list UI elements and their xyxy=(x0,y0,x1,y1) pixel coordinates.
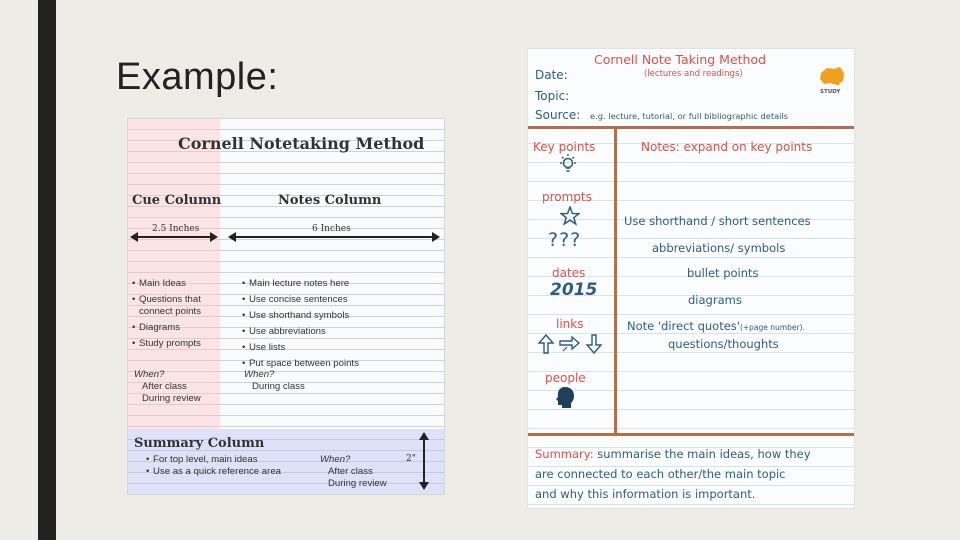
summary-line xyxy=(535,447,811,461)
when-line: After class xyxy=(142,381,187,392)
notes-items-list xyxy=(242,278,432,374)
year-text: 2015 xyxy=(550,280,598,300)
notes-column-heading: Notes Column xyxy=(278,193,382,208)
lightbulb-icon xyxy=(558,153,578,175)
summary-line: and why this information is important. xyxy=(535,487,756,501)
notes-heading: Notes: expand on key points xyxy=(641,140,813,154)
cue-when-block xyxy=(134,369,201,405)
notes-when-block xyxy=(244,369,305,393)
when-line: During review xyxy=(328,478,387,489)
question-marks: ??? xyxy=(548,229,582,251)
right-figure-title: Cornell Note Taking Method xyxy=(594,52,767,67)
list-item: • Main Ideas xyxy=(132,278,218,290)
summary-height-label: 2" xyxy=(406,454,416,464)
link-arrows-icon xyxy=(536,333,604,355)
quote-suffix: (+page number). xyxy=(739,323,805,332)
list-item: • For top level, main ideas xyxy=(146,454,316,466)
list-item: • Use abbreviations xyxy=(242,326,432,338)
quote-prefix: Note 'direct quotes' xyxy=(627,319,740,333)
list-item: • Diagrams xyxy=(132,322,218,334)
when-line: During review xyxy=(142,393,201,404)
cue-width-label: 2.5 Inches xyxy=(152,224,200,234)
key-points-label: Key points xyxy=(533,140,596,154)
links-label: links xyxy=(556,317,584,331)
cornell-diagram-right xyxy=(527,48,855,509)
summary-line: are connected to each other/the main topic xyxy=(535,467,786,481)
summary-rule xyxy=(528,433,854,436)
date-label: Date: xyxy=(535,68,568,82)
source-hint: e.g. lecture, tutorial, or full bibliographic details xyxy=(590,111,789,121)
list-item: • Put space between points xyxy=(242,358,432,370)
summary-column-heading: Summary Column xyxy=(134,436,265,451)
list-item: • Main lecture notes here xyxy=(242,278,432,290)
list-item: • Study prompts xyxy=(132,338,218,350)
topic-label: Topic: xyxy=(535,89,570,103)
logo-text: STUDY xyxy=(820,89,841,95)
summary-label: Summary: xyxy=(535,447,594,461)
quote-line xyxy=(627,315,805,334)
source-label: Source: xyxy=(535,108,581,122)
when-label: When? xyxy=(134,369,165,380)
header-rule xyxy=(528,126,854,129)
column-rule xyxy=(614,129,617,433)
summary-text: summarise the main ideas, how they xyxy=(597,447,811,461)
when-line: During class xyxy=(252,381,305,392)
questions-line: questions/thoughts xyxy=(668,337,779,351)
dates-label: dates xyxy=(552,266,586,280)
notes-line: Use shorthand / short sentences xyxy=(624,214,811,228)
notes-line: abbreviations/ symbols xyxy=(652,241,786,255)
when-line: After class xyxy=(328,466,373,477)
slide-title: Example: xyxy=(116,56,279,98)
when-label: When? xyxy=(320,454,351,465)
list-item: • Use as a quick reference area xyxy=(146,466,316,478)
notes-width-label: 6 Inches xyxy=(312,224,351,234)
summary-height-arrow xyxy=(416,431,432,491)
summary-items-list xyxy=(146,454,316,478)
right-figure-subtitle: (lectures and readings) xyxy=(644,69,743,79)
list-item: • Use lists xyxy=(242,342,432,354)
study-logo-icon xyxy=(818,65,846,87)
notes-line: diagrams xyxy=(688,293,742,307)
cue-column-heading: Cue Column xyxy=(132,193,222,208)
left-accent-bar xyxy=(38,0,56,540)
notes-line: bullet points xyxy=(687,266,759,280)
left-figure-title: Cornell Notetaking Method xyxy=(178,134,425,153)
summary-when-block xyxy=(320,454,387,490)
person-head-icon xyxy=(554,385,576,409)
prompts-label: prompts xyxy=(542,190,592,204)
list-item: • Use concise sentences xyxy=(242,294,432,306)
list-item: • Questions that connect points xyxy=(132,294,218,318)
people-label: people xyxy=(545,371,586,385)
star-icon xyxy=(560,206,580,226)
cornell-diagram-left xyxy=(127,118,445,495)
list-item: • Use shorthand symbols xyxy=(242,310,432,322)
cue-items-list xyxy=(132,278,218,354)
when-label: When? xyxy=(244,369,275,380)
